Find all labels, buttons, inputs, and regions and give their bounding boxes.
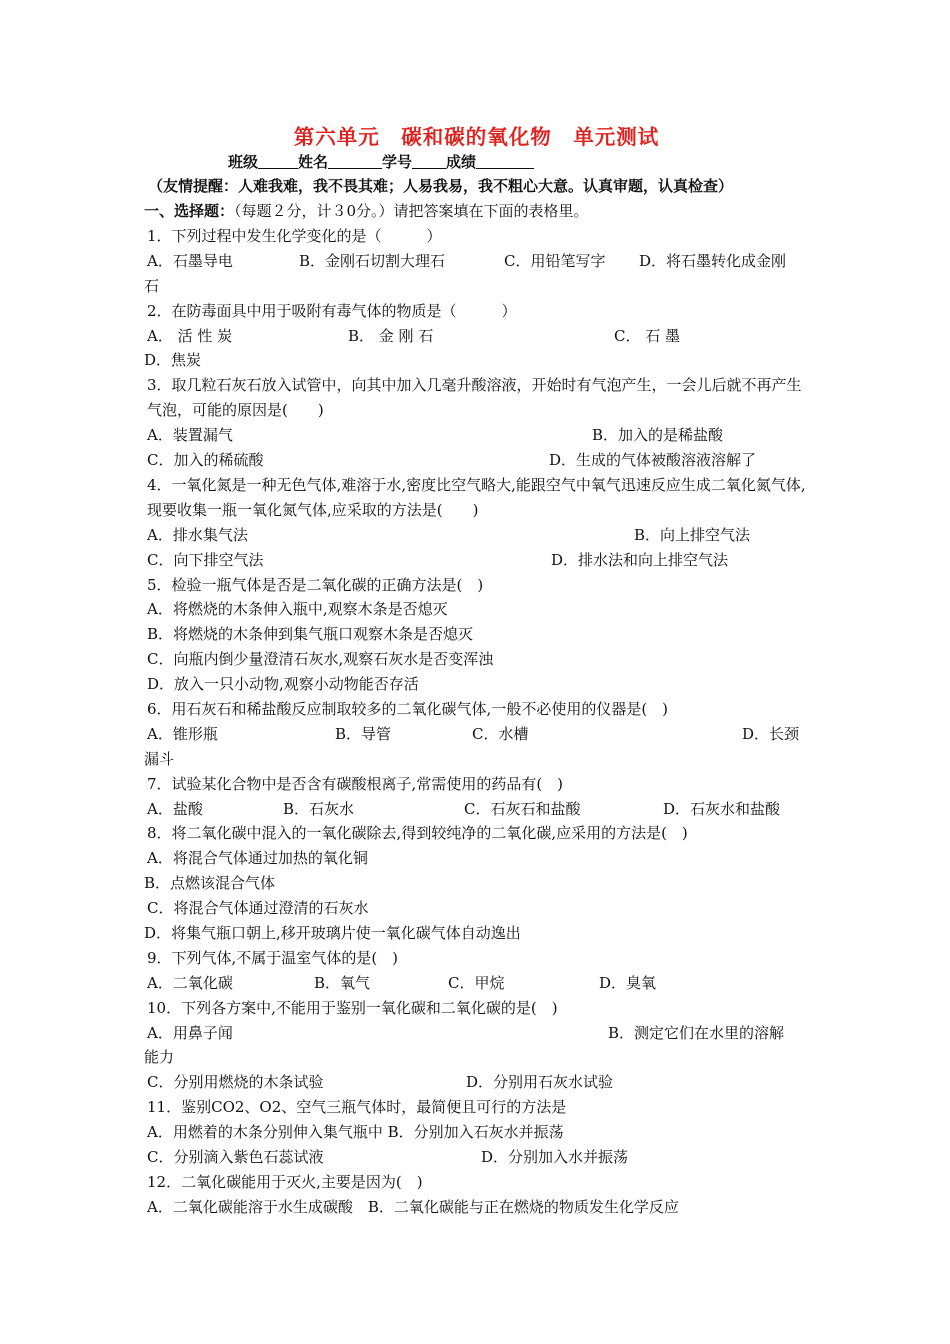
question-6-stem: 6．用石灰石和稀盐酸反应制取较多的二氧化碳气体,一般不必使用的仪器是( ) xyxy=(147,699,669,718)
question-2-options xyxy=(144,324,809,349)
q4-option-b: B．向上排空气法 xyxy=(634,525,751,544)
q9-option-b: B．氧气 xyxy=(314,973,371,992)
question-11-options-cd xyxy=(144,1145,809,1170)
q6-option-d: D．长颈 xyxy=(742,724,800,743)
q6-option-a: A．锥形瓶 xyxy=(147,724,218,743)
section-instruction: （每题２分，计３0分。）请把答案填在下面的表格里。 xyxy=(234,202,589,220)
score-blank[interactable] xyxy=(476,153,534,169)
reminder-text: （友情提醒：人难我难，我不畏其难；人易我易，我不粗心大意。认真审题，认真检查） xyxy=(148,177,734,195)
q10-option-c: C．分别用燃烧的木条试验 xyxy=(147,1073,324,1092)
q10-option-b-cont: 能力 xyxy=(144,1048,175,1067)
q2-option-c: C． 石 墨 xyxy=(614,326,681,345)
q5-option-c: C．向瓶内倒少量澄清石灰水,观察石灰水是否变浑浊 xyxy=(147,650,494,669)
section-heading xyxy=(144,199,809,224)
question-3-options-cd xyxy=(144,448,809,473)
q6-option-c: C．水槽 xyxy=(472,724,529,743)
question-7-options xyxy=(144,797,809,822)
q9-option-a: A．二氧化碳 xyxy=(147,973,233,992)
question-9-options xyxy=(144,971,809,996)
q5-option-b: B．将燃烧的木条伸到集气瓶口观察木条是否熄灭 xyxy=(147,625,474,644)
question-4-options-cd xyxy=(144,548,809,573)
question-3-options-ab xyxy=(144,423,809,448)
student-info-row xyxy=(228,150,809,174)
name-blank[interactable] xyxy=(328,153,382,169)
student-id-blank[interactable] xyxy=(412,153,446,169)
question-10-options-cd xyxy=(144,1070,809,1095)
q11-options-ab: A．用燃着的木条分别伸入集气瓶中 B．分别加入石灰水并振荡 xyxy=(147,1123,564,1142)
q3-option-b: B．加入的是稀盐酸 xyxy=(592,426,724,445)
question-7-stem: 7．试验某化合物中是否含有碳酸根离子,常需使用的药品有( ) xyxy=(147,774,564,793)
q7-option-a: A．盐酸 xyxy=(147,799,203,818)
name-label: 姓名 xyxy=(298,153,329,171)
q8-option-d: D．将集气瓶口朝上,移开玻璃片使一氧化碳气体自动逸出 xyxy=(144,924,521,942)
q3-option-c: C．加入的稀硫酸 xyxy=(147,451,264,470)
question-11-stem: 11．鉴别CO2、O2、空气三瓶气体时，最简便且可行的方法是 xyxy=(147,1098,567,1117)
question-1-options xyxy=(144,249,809,274)
class-label: 班级 xyxy=(228,153,259,171)
q7-option-b: B．石灰水 xyxy=(283,799,355,818)
q1-option-d: D．将石墨转化成金刚 xyxy=(639,251,787,270)
q10-option-d: D．分别用石灰水试验 xyxy=(466,1073,614,1092)
q1-option-a: A．石墨导电 xyxy=(147,251,233,270)
q7-option-c: C．石灰石和盐酸 xyxy=(464,799,581,818)
q5-option-a: A．将燃烧的木条伸入瓶中,观察木条是否熄灭 xyxy=(147,600,448,619)
q10-option-b: B．测定它们在水里的溶解 xyxy=(608,1023,785,1042)
q3-option-d: D．生成的气体被酸溶液溶解了 xyxy=(549,451,757,470)
q8-option-a: A．将混合气体通过加热的氧化铜 xyxy=(147,849,368,868)
question-9-stem: 9．下列气体,不属于温室气体的是( ) xyxy=(147,948,399,967)
document-page xyxy=(144,124,809,1220)
q8-option-b: B．点燃该混合气体 xyxy=(144,874,276,893)
question-4-stem: 4．一氧化氮是一种无色气体,难溶于水,密度比空气略大,能跟空气中氧气迅速反应生成二氧化氮气体,现要收集一瓶一氧化氮气体,应采取的方法是( ) xyxy=(147,475,806,519)
q7-option-d: D．石灰水和盐酸 xyxy=(663,799,781,818)
question-6-options xyxy=(144,722,809,747)
q4-option-d: D．排水法和向上排空气法 xyxy=(551,550,729,569)
question-2-stem: 2．在防毒面具中用于吸附有毒气体的物质是（ ） xyxy=(147,301,517,320)
q2-option-a: A． 活 性 炭 xyxy=(147,326,233,345)
q9-option-c: C．甲烷 xyxy=(448,973,505,992)
score-label: 成绩 xyxy=(446,153,477,171)
question-12-stem: 12．二氧化碳能用于灭火,主要是因为( ) xyxy=(147,1172,423,1191)
question-1-stem: 1．下列过程中发生化学变化的是（ ） xyxy=(147,227,442,245)
q6-option-d-cont: 漏斗 xyxy=(144,749,175,768)
q2-option-d: D．焦炭 xyxy=(144,351,202,370)
q1-option-b: B．金刚石切割大理石 xyxy=(299,251,446,270)
q12-options-ab: A．二氧化碳能溶于水生成碳酸 B．二氧化碳能与正在燃烧的物质发生化学反应 xyxy=(147,1197,679,1216)
q8-option-c: C．将混合气体通过澄清的石灰水 xyxy=(147,899,369,918)
q9-option-d: D．臭氧 xyxy=(599,973,657,992)
question-10-options-ab xyxy=(144,1021,809,1046)
q5-option-d: D．放入一只小动物,观察小动物能否存活 xyxy=(147,675,419,694)
q4-option-c: C．向下排空气法 xyxy=(147,550,264,569)
q3-option-a: A．装置漏气 xyxy=(147,426,233,445)
q1-option-c: C．用铅笔写字 xyxy=(504,251,606,270)
q11-option-d: D．分别加入水并振荡 xyxy=(481,1148,629,1167)
q6-option-b: B．导管 xyxy=(335,724,392,743)
q11-option-c: C．分别滴入紫色石蕊试液 xyxy=(147,1148,324,1167)
q4-option-a: A．排水集气法 xyxy=(147,525,248,544)
section-label: 一、选择题： xyxy=(144,202,235,220)
question-3-stem: 3．取几粒石灰石放入试管中，向其中加入几毫升酸溶液，开始时有气泡产生，一会儿后就不再产生气泡，可能的原因是( ) xyxy=(147,376,802,420)
question-10-stem: 10．下列各方案中,不能用于鉴别一氧化碳和二氧化碳的是( ) xyxy=(147,998,558,1017)
q2-option-b: B． 金 刚 石 xyxy=(348,326,434,345)
q1-option-d-cont: 石 xyxy=(144,276,160,295)
class-blank[interactable] xyxy=(258,153,298,169)
q10-option-a: A．用鼻子闻 xyxy=(147,1023,233,1042)
question-4-options-ab xyxy=(144,523,809,548)
student-id-label: 学号 xyxy=(382,153,413,171)
question-5-stem: 5．检验一瓶气体是否是二氧化碳的正确方法是( ) xyxy=(147,575,484,594)
document-title: 第六单元 碳和碳的氧化物 单元测试 xyxy=(293,125,660,149)
question-8-stem: 8．将二氧化碳中混入的一氧化碳除去,得到较纯净的二氧化碳,应采用的方法是( ) xyxy=(147,824,688,843)
